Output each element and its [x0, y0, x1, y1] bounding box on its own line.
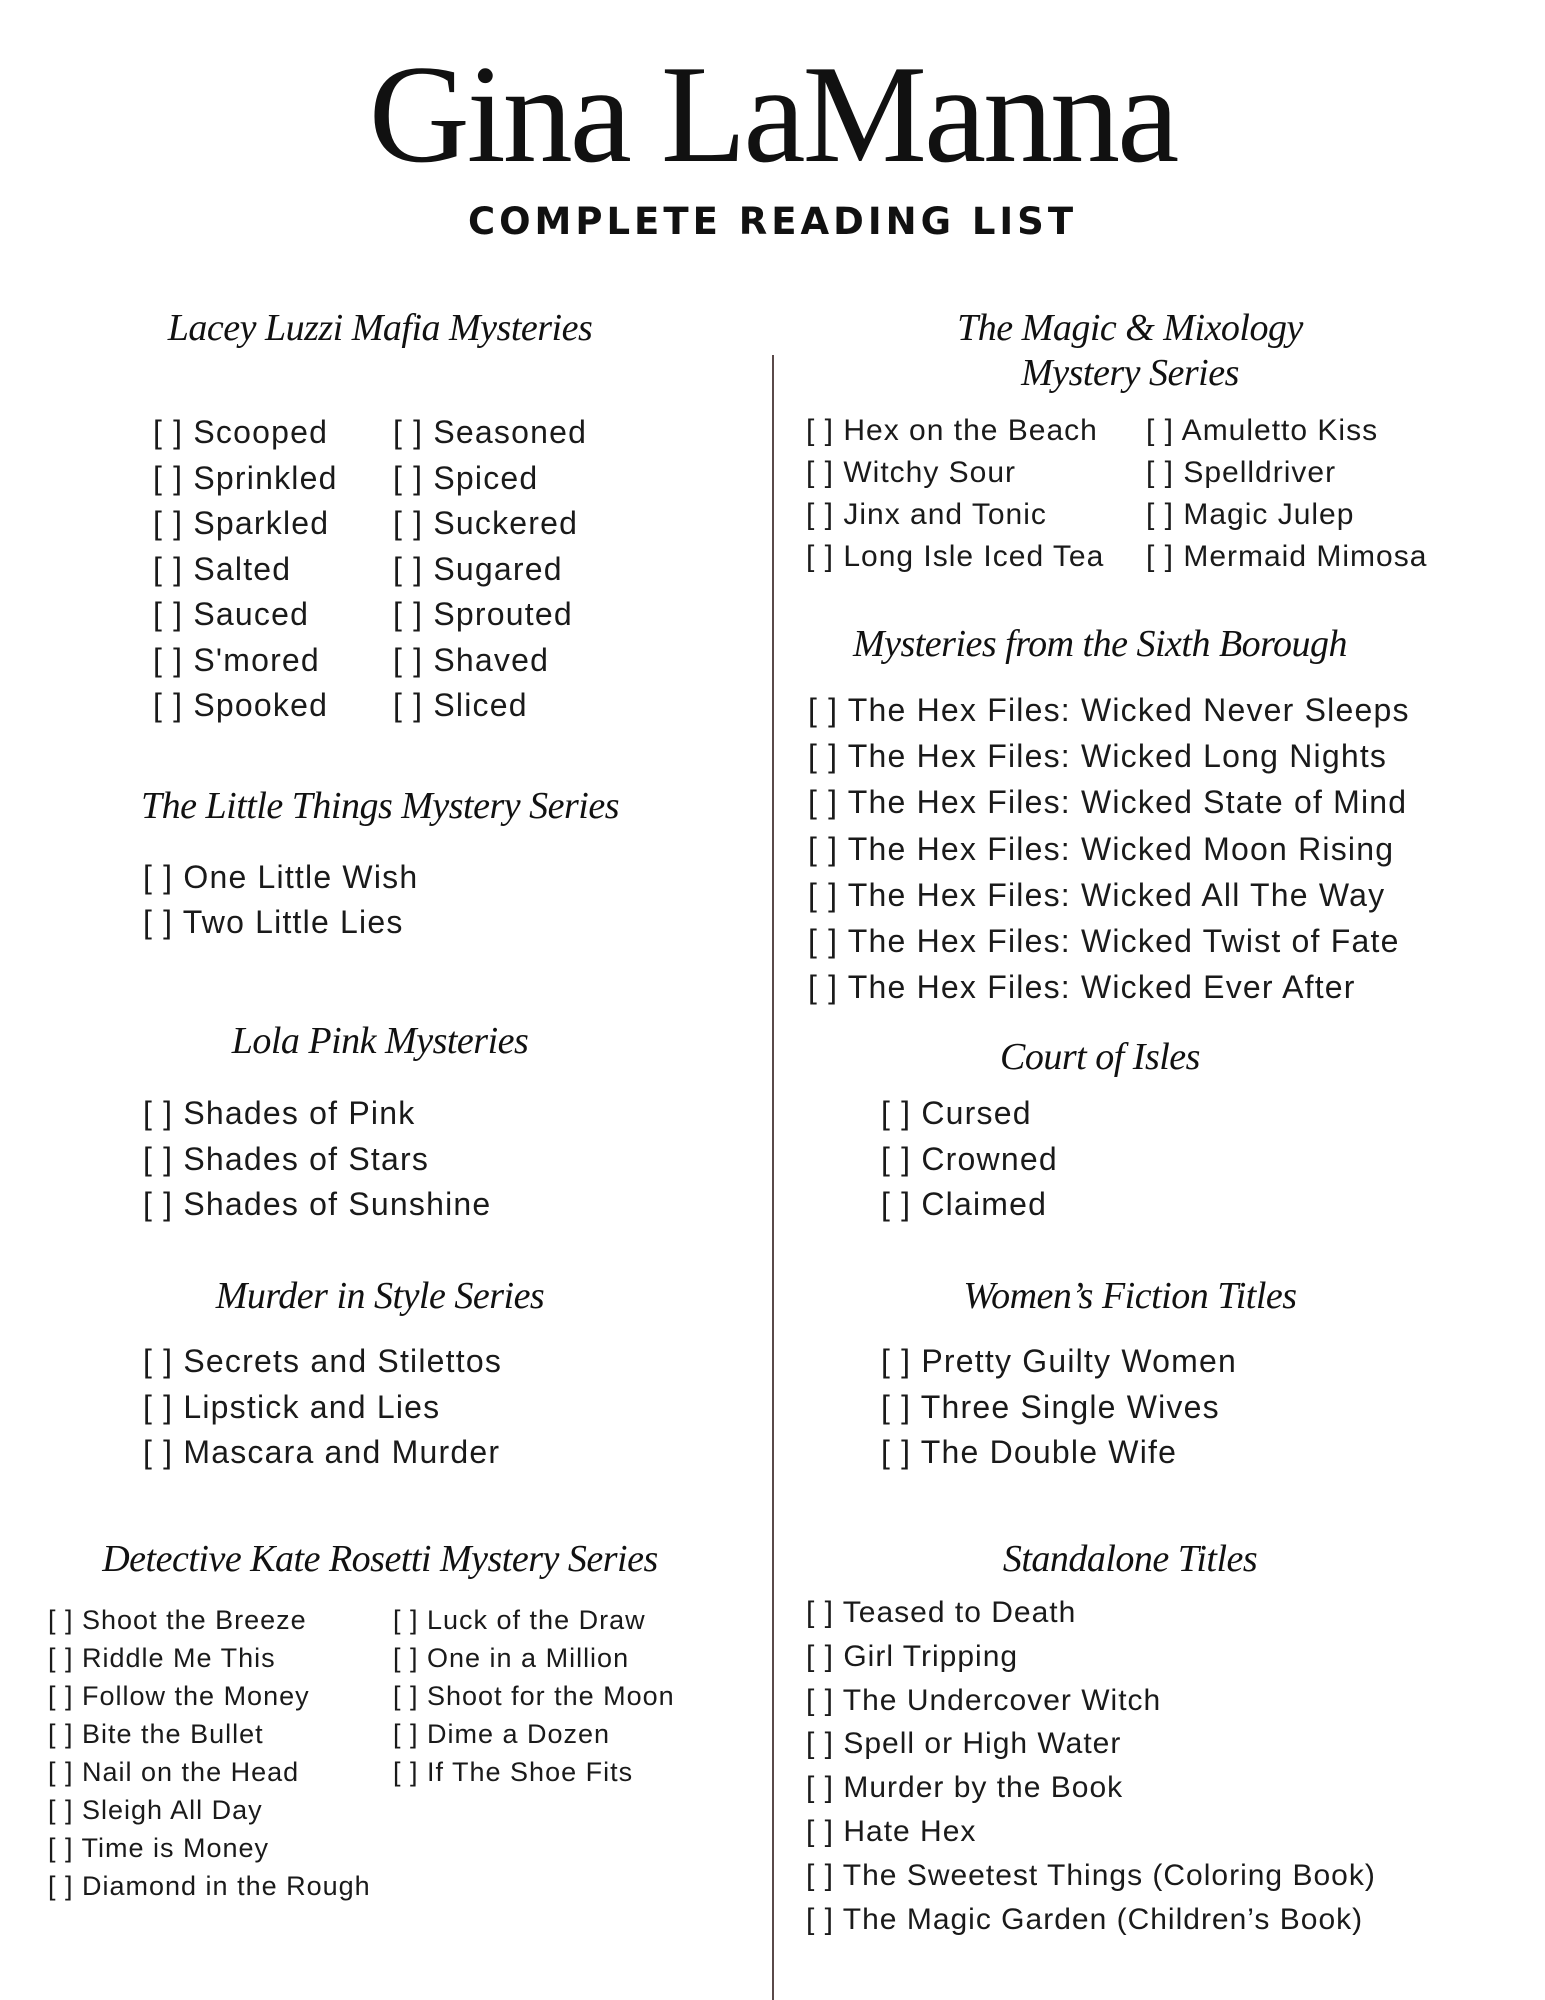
book-item: [ ] Jinx and Tonic: [806, 498, 1047, 531]
court-heading: Court of Isles: [1000, 1036, 1200, 1078]
murder-style-list: [143, 1339, 502, 1476]
book-item: [ ] Cursed: [881, 1095, 1032, 1131]
book-item: [ ] Follow the Money: [48, 1681, 310, 1711]
book-item: [ ] Claimed: [881, 1186, 1048, 1222]
book-item: [ ] Three Single Wives: [881, 1388, 1220, 1425]
book-item: [ ] The Hex Files: Wicked Long Nights: [808, 738, 1388, 775]
book-item: [ ] The Double Wife: [881, 1434, 1178, 1470]
book-item: [ ] Lipstick and Lies: [143, 1388, 441, 1425]
page-subtitle: COMPLETE READING LIST: [467, 200, 1078, 243]
book-item: [ ] Diamond in the Rough: [48, 1871, 371, 1901]
book-item: [ ] Shades of Stars: [143, 1140, 430, 1177]
magic-list-col2: [1146, 410, 1427, 578]
book-item: [ ] Salted: [153, 550, 292, 587]
lola-list: [143, 1091, 491, 1228]
book-item: [ ] Crowned: [881, 1140, 1058, 1177]
book-item: [ ] The Sweetest Things (Coloring Book): [806, 1858, 1376, 1892]
kate-list-col2: [393, 1601, 675, 1791]
book-item: [ ] Spooked: [153, 687, 329, 723]
sixth-heading: Mysteries from the Sixth Borough: [852, 623, 1348, 665]
book-item: [ ] Sliced: [393, 687, 528, 723]
book-item: [ ] Witchy Sour: [806, 456, 1017, 489]
book-item: [ ] Sprinkled: [153, 459, 338, 496]
book-item: [ ] The Hex Files: Wicked Twist of Fate: [808, 923, 1400, 960]
book-item: [ ] Dime a Dozen: [393, 1719, 611, 1749]
magic-heading-line1: The Magic & Mixology: [957, 307, 1303, 349]
little-things-list: [143, 855, 418, 945]
magic-list-col1: [806, 410, 1104, 578]
lacey-list-col2: [393, 410, 587, 729]
book-item: [ ] Luck of the Draw: [393, 1605, 646, 1635]
book-item: [ ] Sparkled: [153, 505, 330, 541]
book-item: [ ] Riddle Me This: [48, 1643, 276, 1673]
book-item: [ ] Shades of Sunshine: [143, 1186, 492, 1222]
book-item: [ ] Spelldriver: [1146, 456, 1337, 489]
book-item: [ ] Bite the Bullet: [48, 1719, 264, 1749]
lacey-list-col1: [153, 410, 338, 729]
book-item: [ ] Nail on the Head: [48, 1757, 300, 1787]
book-item: [ ] Long Isle Iced Tea: [806, 540, 1105, 573]
womens-list: [881, 1339, 1237, 1476]
book-item: [ ] Amuletto Kiss: [1146, 414, 1379, 447]
book-item: [ ] Secrets and Stilettos: [143, 1343, 503, 1379]
book-item: [ ] Spiced: [393, 459, 539, 496]
book-item: [ ] The Hex Files: Wicked Ever After: [808, 969, 1356, 1006]
book-item: [ ] If The Shoe Fits: [393, 1757, 634, 1787]
lacey-heading: Lacey Luzzi Mafia Mysteries: [167, 307, 593, 349]
book-item: [ ] Spell or High Water: [806, 1727, 1122, 1761]
book-item: [ ] Two Little Lies: [143, 904, 404, 940]
book-item: [ ] Sleigh All Day: [48, 1795, 263, 1825]
book-item: [ ] Shaved: [393, 641, 550, 678]
book-item: [ ] Seasoned: [393, 414, 588, 450]
standalone-list: [806, 1591, 1376, 1941]
book-item: [ ] Scooped: [153, 414, 329, 450]
book-item: [ ] The Hex Files: Wicked Moon Rising: [808, 830, 1395, 867]
book-item: [ ] Hex on the Beach: [806, 414, 1098, 447]
book-item: [ ] Suckered: [393, 505, 579, 541]
book-item: [ ] One Little Wish: [143, 859, 419, 895]
book-item: [ ] Mermaid Mimosa: [1146, 540, 1428, 573]
book-item: [ ] Magic Julep: [1146, 498, 1355, 531]
sixth-list: [808, 687, 1410, 1010]
book-item: [ ] Murder by the Book: [806, 1771, 1124, 1805]
book-item: [ ] Mascara and Murder: [143, 1434, 501, 1470]
book-item: [ ] The Hex Files: Wicked Never Sleeps: [808, 692, 1410, 728]
kate-heading: Detective Kate Rosetti Mystery Series: [102, 1538, 658, 1580]
book-item: [ ] Time is Money: [48, 1833, 270, 1863]
book-item: [ ] Shoot for the Moon: [393, 1681, 675, 1711]
kate-list-col1: [48, 1601, 371, 1905]
magic-heading-line2: Mystery Series: [1021, 352, 1239, 394]
standalone-heading: Standalone Titles: [1002, 1538, 1258, 1580]
book-item: [ ] Teased to Death: [806, 1596, 1077, 1629]
book-item: [ ] The Magic Garden (Children’s Book): [806, 1902, 1364, 1936]
book-item: [ ] Sugared: [393, 550, 563, 587]
book-item: [ ] One in a Million: [393, 1643, 630, 1673]
book-item: [ ] The Hex Files: Wicked State of Mind: [808, 784, 1408, 821]
little-things-heading: The Little Things Mystery Series: [141, 785, 619, 827]
book-item: [ ] The Hex Files: Wicked All The Way: [808, 876, 1386, 913]
murder-style-heading: Murder in Style Series: [215, 1275, 545, 1317]
author-name: Gina LaManna: [368, 37, 1177, 192]
book-item: [ ] Hate Hex: [806, 1814, 977, 1848]
book-item: [ ] S'mored: [153, 641, 320, 678]
book-item: [ ] Sprouted: [393, 596, 573, 632]
book-item: [ ] The Undercover Witch: [806, 1683, 1162, 1717]
column-divider: [772, 355, 774, 2000]
book-item: [ ] Shades of Pink: [143, 1095, 416, 1131]
book-item: [ ] Pretty Guilty Women: [881, 1343, 1237, 1379]
womens-heading: Women’s Fiction Titles: [963, 1275, 1297, 1317]
book-item: [ ] Sauced: [153, 596, 310, 632]
lola-heading: Lola Pink Mysteries: [231, 1020, 529, 1062]
book-item: [ ] Shoot the Breeze: [48, 1605, 307, 1635]
court-list: [881, 1091, 1058, 1228]
book-item: [ ] Girl Tripping: [806, 1639, 1019, 1673]
